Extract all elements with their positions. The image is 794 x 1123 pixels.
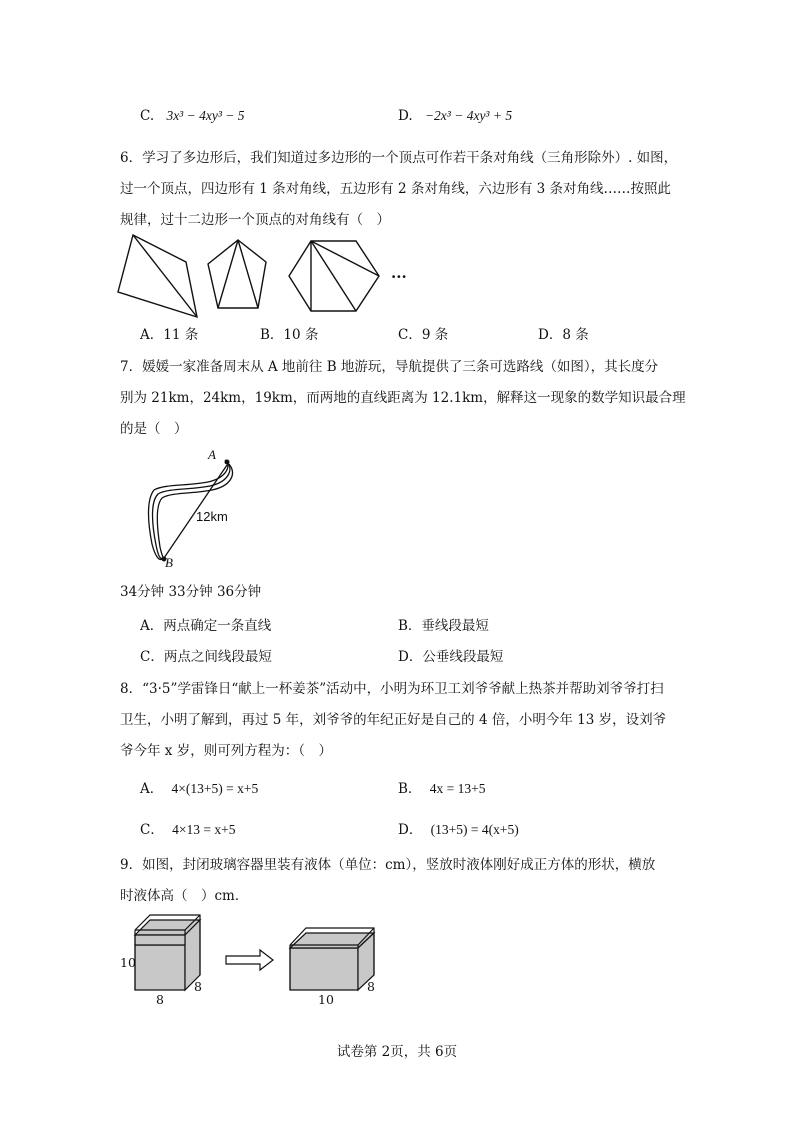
q8-line-2: 卫生，小明了解到，再过 5 年，刘爷爷的年纪正好是自己的 4 倍，小明今年 13 岁，设刘爷 [120, 712, 667, 728]
vertical-container [135, 915, 200, 990]
q6-line-1: 6．学习了多边形后，我们知道过多边形的一个顶点可作若干条对角线（三角形除外）. 如图， [120, 150, 678, 166]
q8-line-3: 爷今年 x 岁，则可列方程为：（ ） [120, 743, 332, 759]
q7-line-2: 别为 21km，24km，19km，而两地的直线距离为 12.1km，解释这一现象的数学知识最合理 [120, 390, 686, 406]
q8-option-c-expr: 4×13 = x+5 [172, 822, 236, 837]
horizontal-container [290, 928, 374, 990]
q8-option-d-expr: (13+5) = 4(x+5) [430, 822, 519, 837]
q7-option-c: C．两点之间线段最短 [140, 649, 272, 665]
q6-option-b: B．10 条 [260, 327, 319, 343]
page-footer: 试卷第 2页，共 6页 [336, 1044, 458, 1060]
left-width-label: 8 [156, 992, 164, 1007]
q9-line-1: 9．如图，封闭玻璃容器里装有液体（单位：cm），竖放时液体刚好成正方体的形状，横放 [120, 857, 656, 873]
q7-option-b: B．垂线段最短 [398, 618, 489, 634]
right-depth-label: 8 [367, 979, 375, 994]
q5-option-c-expr: 3x³ − 4xy³ − 5 [166, 108, 245, 123]
q7-line-1: 7．媛媛一家准备周末从 A 地前往 B 地游玩，导航提供了三条可选路线（如图），其长度分 [120, 359, 659, 375]
route-times: 34分钟 33分钟 36分钟 [120, 584, 262, 600]
ellipsis-mark: ··· [391, 268, 407, 286]
q6-line-3: 规律，过十二边形一个顶点的对角线有（ ） [120, 212, 390, 228]
q8-option-a-label: A． [140, 781, 164, 797]
q5-option-c-label: C. [140, 108, 155, 124]
distance-label: 12km [196, 509, 228, 524]
q7-line-3: 的是（ ） [120, 421, 188, 437]
q7-option-d: D．公垂线段最短 [398, 649, 504, 665]
right-width-label: 10 [318, 992, 334, 1007]
point-a-label: A [208, 447, 216, 462]
q8-option-a-expr: 4×(13+5) = x+5 [171, 781, 259, 796]
q6-option-a: A．11 条 [140, 327, 199, 343]
left-height-label: 10 [120, 955, 136, 970]
q6-option-c: C．9 条 [398, 327, 449, 343]
q5-option-d-label: D. [398, 108, 413, 124]
q6-option-d: D．8 条 [538, 327, 589, 343]
q8-option-b-label: B． [398, 781, 422, 797]
left-depth-label: 8 [194, 979, 202, 994]
q8-line-1: 8．“3·5”学雷锋日“献上一杯姜茶”活动中，小明为环卫工刘爷爷献上热茶并帮助刘爷爷打扫 [120, 681, 664, 697]
q8-option-c-label: C． [140, 822, 164, 838]
q8-option-d-label: D． [398, 822, 423, 838]
arrow-right-icon [226, 950, 273, 970]
q5-option-d-expr: −2x³ − 4xy³ + 5 [424, 108, 513, 123]
q9-line-2: 时液体高（ ）cm． [120, 888, 249, 904]
q8-option-b-expr: 4x = 13+5 [429, 781, 486, 796]
point-b-label: B [165, 555, 173, 570]
q7-option-a: A．两点确定一条直线 [140, 618, 272, 634]
q6-line-2: 过一个顶点，四边形有 1 条对角线，五边形有 2 条对角线，六边形有 3 条对角线……按照此 [120, 181, 672, 197]
